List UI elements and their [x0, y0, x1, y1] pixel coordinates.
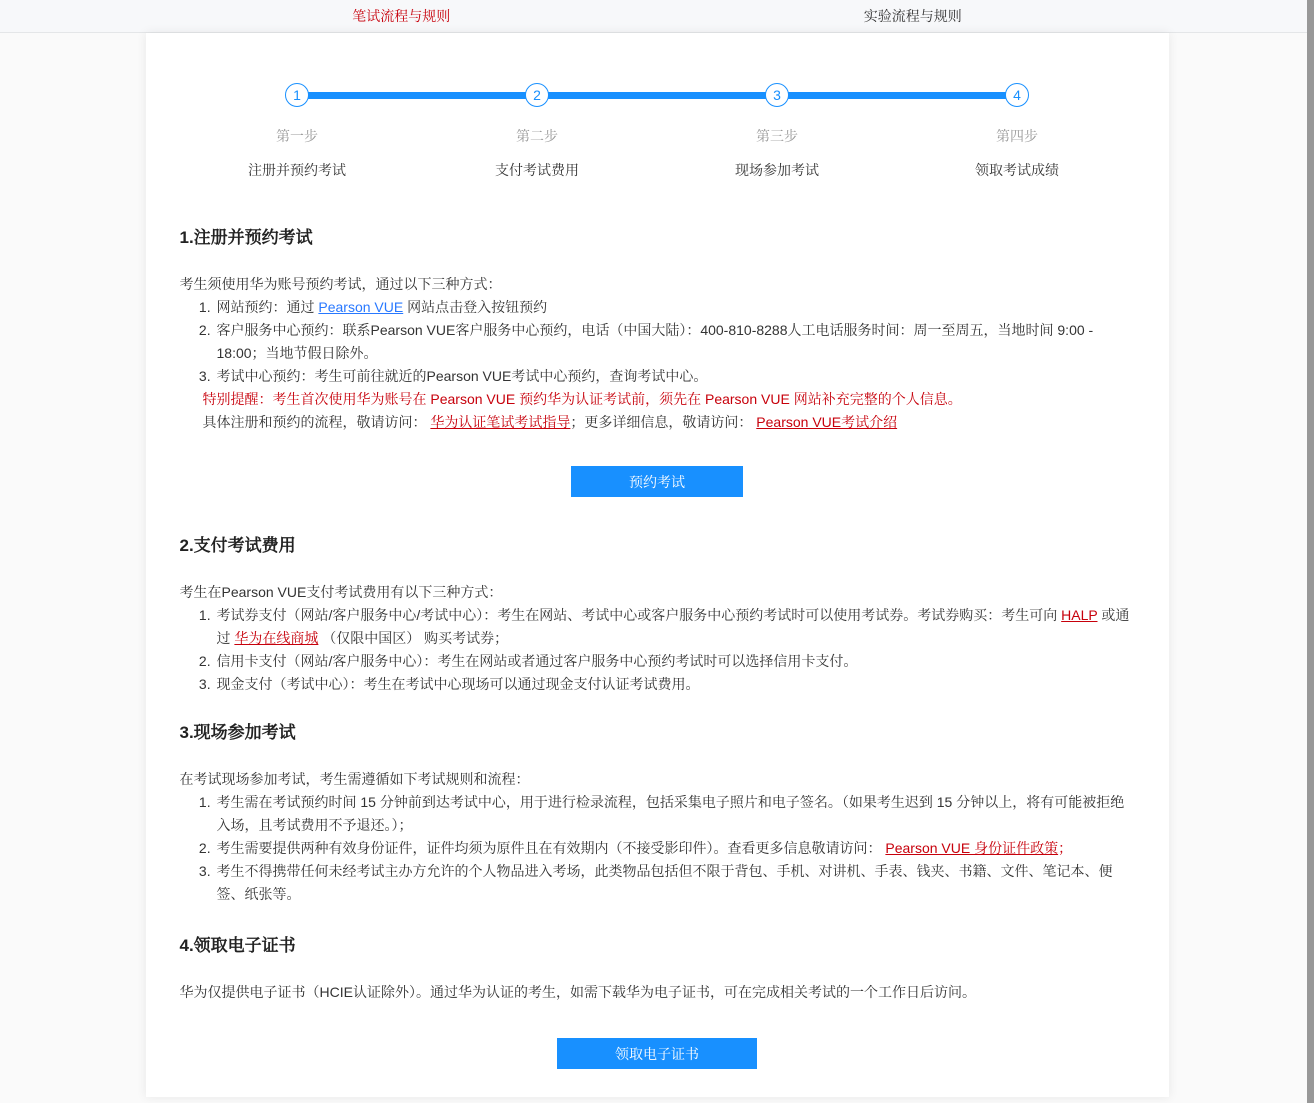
step-number-1: 1 — [293, 87, 301, 103]
exam-stepper — [177, 33, 1137, 177]
list-item — [215, 837, 1135, 860]
step-title-2: 支付考试费用 — [495, 162, 579, 178]
text-segment: 考生不得携带任何未经考试主办方允许的个人物品进入考场，此类物品包括但不限于背包、手机、对讲机、手表、钱夹、书籍、文件、笔记本、便签、纸张等。 — [216, 863, 1113, 902]
step-label-3: 第三步 — [756, 128, 798, 144]
section-1-heading: 1.注册并预约考试 — [179, 228, 313, 247]
section-3-heading: 3.现场参加考试 — [179, 723, 296, 742]
tab-written-rules[interactable] — [146, 0, 658, 32]
content-card — [146, 33, 1169, 1097]
text-segment: 考试券支付（网站/客户服务中心/考试中心）：考生在网站、考试中心或客户服务中心预约考试时可以使用考试券。考试券购买：考生可向 — [216, 607, 1062, 623]
special-reminder-note — [180, 388, 1135, 411]
section-2-intro: 考生在Pearson VUE支付考试费用有以下三种方式： — [179, 584, 503, 600]
list-item — [215, 365, 1135, 388]
halp-link[interactable]: HALP — [1061, 607, 1098, 623]
text-segment: 现金支付（考试中心）：考生在考试中心现场可以通过现金支付认证考试费用。 — [216, 676, 700, 692]
section-2-list — [180, 604, 1135, 696]
tab-lab-rules[interactable] — [657, 0, 1169, 32]
tab-lab-rules-label: 实验流程与规则 — [863, 8, 962, 24]
get-certificate-button[interactable]: 领取电子证书 — [557, 1038, 757, 1069]
step-circle-4 — [1005, 83, 1029, 107]
list-item — [215, 650, 1135, 673]
text-segment: 网站预约：通过 — [216, 299, 319, 315]
vertical-scrollbar[interactable] — [1307, 0, 1314, 1103]
step-circle-1 — [285, 83, 309, 107]
text-segment: 考试中心预约：考生可前往就近的Pearson VUE考试中心预约，查询考试中心。 — [216, 368, 708, 384]
step-circle-3 — [765, 83, 789, 107]
text-segment: 或通过 — [216, 607, 1130, 646]
section-4-heading: 4.领取电子证书 — [179, 936, 296, 955]
list-item — [215, 673, 1135, 696]
tab-written-rules-label: 笔试流程与规则 — [352, 8, 451, 24]
text-segment: 信用卡支付（网站/客户服务中心）：考生在网站或者通过客户服务中心预约考试时可以选择信用卡支付。 — [216, 653, 858, 669]
list-item — [215, 791, 1135, 837]
list-item — [215, 604, 1135, 650]
text-segment: ； — [1058, 840, 1073, 856]
text-segment: ；更多详细信息，敬请访问： — [570, 414, 757, 430]
page-content — [146, 228, 1169, 1069]
step-title-3: 现场参加考试 — [735, 162, 819, 178]
huawei-online-store-link[interactable]: 华为在线商城 — [234, 630, 319, 646]
list-item — [215, 296, 1135, 319]
text-segment: 客户服务中心预约：联系Pearson VUE客户服务中心预约，电话（中国大陆）：400-810-8288人工电话服务时间：周一至周五，当地时间 9:00 - 18:00；当地节假日除外。 — [216, 322, 1094, 361]
section-2-heading: 2.支付考试费用 — [179, 536, 296, 555]
list-item — [215, 319, 1135, 365]
step-number-2: 2 — [533, 87, 541, 103]
registration-links-note — [180, 411, 1135, 434]
section-3-intro: 在考试现场参加考试，考生需遵循如下考试规则和流程： — [179, 771, 530, 787]
text-segment: 考生需要提供两种有效身份证件，证件均须为原件且在有效期内（不接受影印件）。查看更多信息敬请访问： — [216, 840, 886, 856]
text-segment: （仅限中国区） 购买考试券； — [318, 630, 509, 646]
book-exam-button[interactable]: 预约考试 — [571, 466, 743, 497]
tab-bar-inner — [146, 0, 1169, 32]
list-item — [215, 860, 1135, 906]
top-tab-bar — [0, 0, 1314, 33]
step-number-4: 4 — [1013, 87, 1021, 103]
text-segment: 考生需在考试预约时间 15 分钟前到达考试中心，用于进行检录流程，包括采集电子照片和电子签名。（如果考生迟到 15 分钟以上，将有可能被拒绝入场，且考试费用不予退还。）； — [216, 794, 1125, 833]
step-title-1: 注册并预约考试 — [248, 162, 346, 178]
pearson-vue-link[interactable]: Pearson VUE — [318, 299, 404, 315]
step-label-2: 第二步 — [516, 128, 558, 144]
stepper-row — [177, 83, 1137, 177]
text-segment: 特别提醒：考生首次使用华为账号在 Pearson VUE 预约华为认证考试前，须先在 Pearson VUE 网站补充完整的个人信息。 — [202, 391, 962, 407]
text-segment: 网站点击登入按钮预约 — [403, 299, 548, 315]
step-number-3: 3 — [773, 87, 781, 103]
stepper-progress-line — [297, 92, 1017, 99]
written-exam-guide-link[interactable]: 华为认证笔试考试指导 — [430, 414, 571, 430]
section-1-list — [180, 296, 1135, 388]
step-label-4: 第四步 — [996, 128, 1038, 144]
pearson-vue-intro-link[interactable]: Pearson VUE考试介绍 — [756, 414, 898, 430]
id-policy-link[interactable]: Pearson VUE 身份证件政策 — [885, 840, 1059, 856]
section-3-list — [180, 791, 1135, 906]
step-circle-2 — [525, 83, 549, 107]
step-title-4: 领取考试成绩 — [975, 162, 1059, 178]
text-segment: 具体注册和预约的流程，敬请访问： — [202, 414, 431, 430]
step-label-1: 第一步 — [276, 128, 318, 144]
section-1-intro: 考生须使用华为账号预约考试，通过以下三种方式： — [179, 276, 502, 292]
section-4-intro: 华为仅提供电子证书（HCIE认证除外）。通过华为认证的考生，如需下载华为电子证书，可在完成相关考试的一个工作日后访问。 — [179, 984, 976, 1000]
